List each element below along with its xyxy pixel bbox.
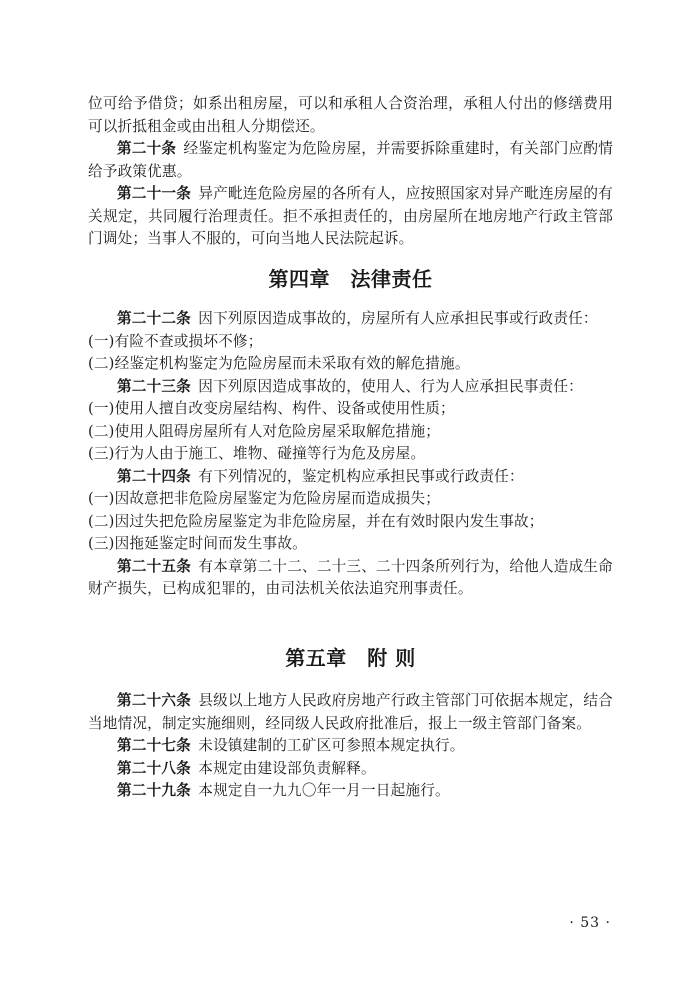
article-label: 第二十五条 [117, 557, 192, 575]
list-item: (二)因过失把危险房屋鉴定为非危险房屋，并在有效时限内发生事故； [88, 512, 544, 530]
list-item: (一)使用人擅自改变房屋结构、构件、设备或使用性质； [88, 400, 455, 417]
article-label: 第二十三条 [117, 377, 191, 395]
article-text: 因下列原因造成事故的，使用人、行为人应承担民事责任： [198, 377, 583, 395]
list-item: (一)有险不查或损坏不修； [88, 332, 263, 350]
article-24 [88, 466, 613, 489]
article-23 [88, 376, 613, 399]
article-28 [88, 758, 613, 781]
paragraph-continuation [88, 93, 613, 138]
article-label: 第二十二条 [117, 310, 191, 327]
list-item: (二)使用人阻碍房屋所有人对危险房屋采取解危措施； [88, 422, 441, 440]
article-label: 第二十九条 [117, 782, 191, 799]
article-29 [88, 780, 613, 803]
chapter-4-title: 第四章 法律责任 [268, 266, 433, 291]
article-text: 异产毗连危险房屋的各所有人，应按照国家对异产毗连房屋的有关规定，共同履行治理责任。拒不承担责任的，由房屋所在地房地产行政主管部门调处；当事人不服的，可向当地人民法院起诉。 [88, 185, 613, 247]
list-item: (三)因拖延鉴定时间而发生事故。 [88, 535, 307, 552]
list-item: (一)因故意把非危险房屋鉴定为危险房屋而造成损失； [88, 490, 441, 507]
article-26 [88, 690, 613, 735]
list-item: (二)经鉴定机构鉴定为危险房屋而未采取有效的解危措施。 [88, 355, 470, 372]
document-body [88, 93, 613, 803]
list-item: (三)行为人由于施工、堆物、碰撞等行为危及房屋。 [88, 445, 426, 462]
article-25 [88, 556, 613, 601]
article-21 [88, 183, 613, 251]
article-label: 第二十条 [117, 140, 177, 157]
article-27 [88, 735, 613, 758]
article-label: 第二十六条 [117, 692, 192, 709]
article-label: 第二十七条 [117, 737, 191, 754]
chapter-5-title: 第五章 附 则 [285, 645, 416, 670]
article-text: 因下列原因造成事故的，房屋所有人应承担民事或行政责任： [198, 310, 598, 327]
article-20 [88, 138, 613, 183]
article-label: 第二十八条 [117, 759, 191, 777]
article-22 [88, 308, 613, 331]
article-text: 本规定自一九九〇年一月一日起施行。 [198, 782, 450, 799]
article-text: 本规定由建设部负责解释。 [198, 759, 376, 777]
paragraph-text: 位可给予借贷；如系出租房屋，可以和承租人合资治理，承租人付出的修缮费用可以折抵租金或由出租人分期偿还。 [88, 95, 613, 135]
article-text: 有本章第二十二、二十三、二十四条所列行为，给他人造成生命财产损失，已构成犯罪的，由司法机关依法追究刑事责任。 [88, 557, 613, 597]
article-text: 经鉴定机构鉴定为危险房屋，并需要拆除重建时，有关部门应酌情给予政策优惠。 [88, 140, 613, 180]
article-label: 第二十四条 [117, 467, 191, 485]
article-label: 第二十一条 [117, 185, 192, 202]
article-text: 有下列情况的，鉴定机构应承担民事或行政责任： [198, 467, 524, 485]
article-text: 县级以上地方人民政府房地产行政主管部门可依据本规定，结合当地情况，制定实施细则，经同级人民政府批准后，报上一级主管部门备案。 [88, 692, 613, 732]
article-text: 未设镇建制的工矿区可参照本规定执行。 [198, 737, 465, 754]
page-number: · 53 · [569, 915, 611, 931]
